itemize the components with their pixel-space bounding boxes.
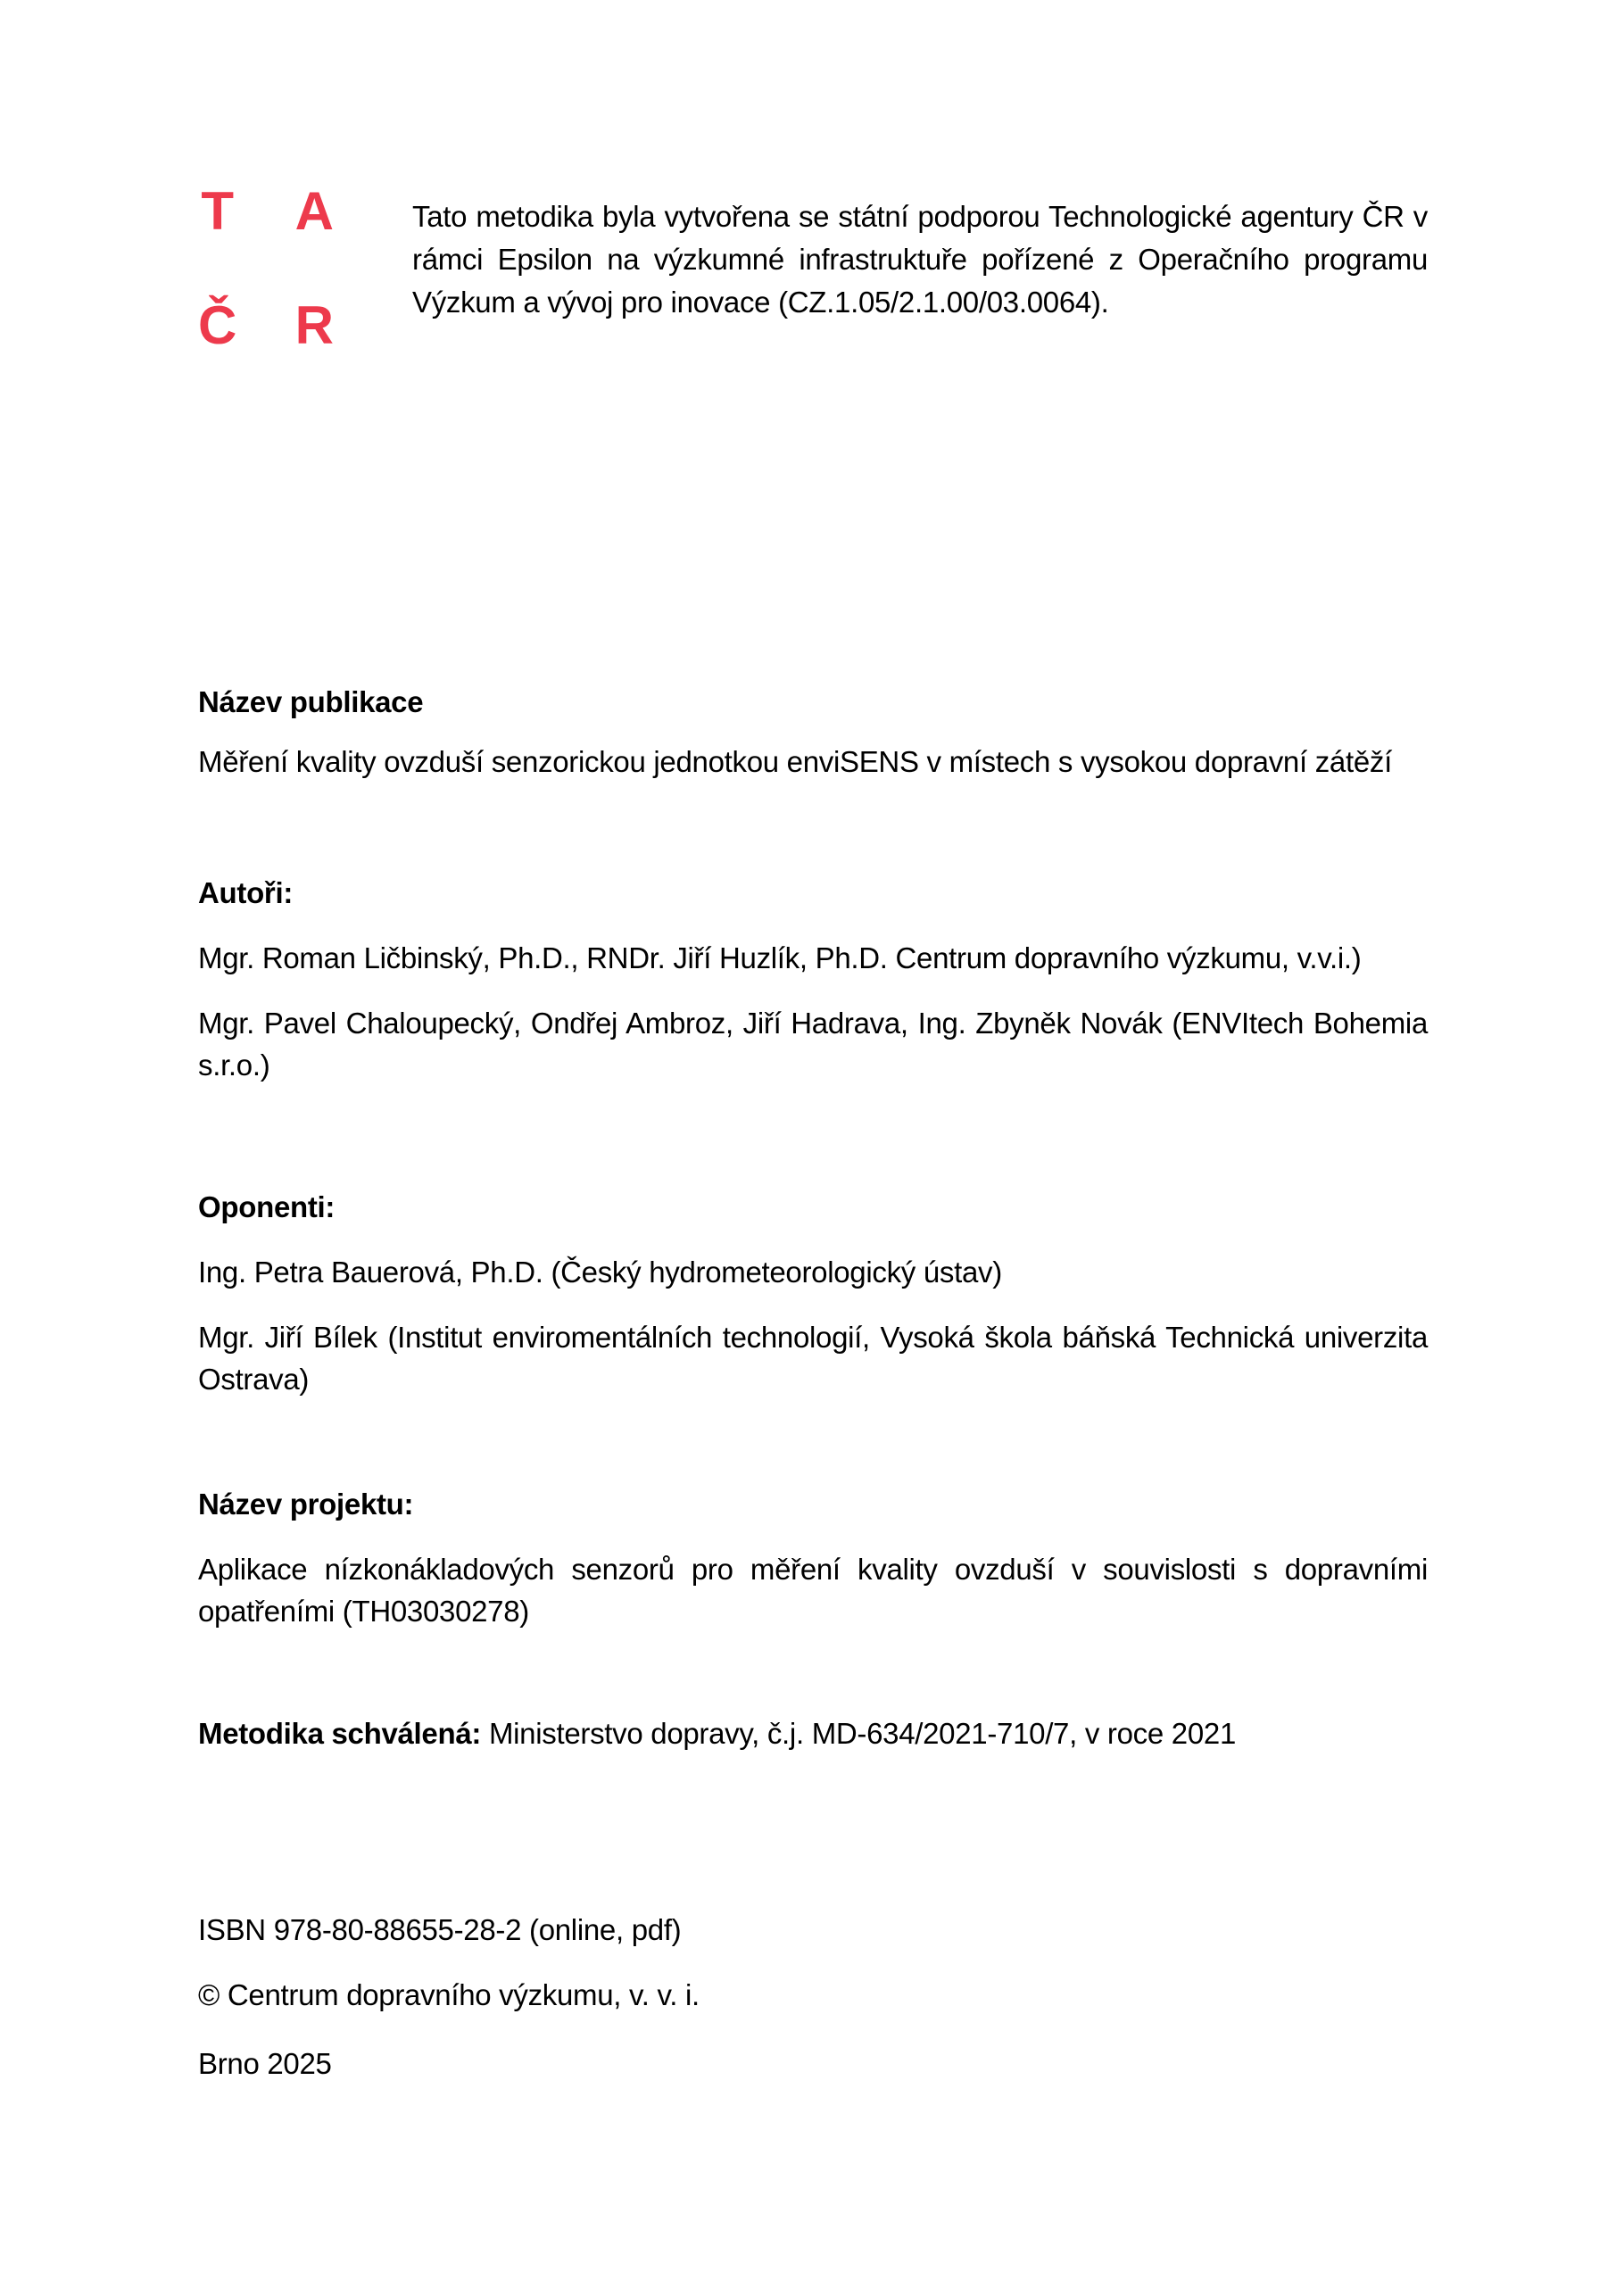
authors-line-1: Mgr. Roman Ličbinský, Ph.D., RNDr. Jiří Huzlík, Ph.D. Centrum dopravního výzkumu, v.v.i.) <box>198 941 1362 974</box>
project-name-text: Aplikace nízkonákladových senzorů pro měření kvality ovzduší v souvislosti s dopravními opatřeními (TH03030278) <box>198 1553 1428 1628</box>
publication-name-heading: Název publikace <box>198 685 424 718</box>
project-name-heading: Název projektu: <box>198 1488 414 1521</box>
opponents-heading: Oponenti: <box>198 1190 336 1223</box>
tacr-logo-right-column <box>294 181 334 355</box>
copyright-line: © Centrum dopravního výzkumu, v. v. i. <box>198 1978 700 2011</box>
publication-title: Měření kvality ovzduší senzorickou jednotkou enviSENS v místech s vysokou dopravní zátěží <box>198 745 1392 778</box>
tacr-logo-letter-c: Č <box>198 295 237 355</box>
funding-note-text: Tato metodika byla vytvořena se státní podporou Technologické agentury ČR v rámci Epsilon na výzkumné infrastruktuře pořízené z Operačního programu Výzkum a vývoj pro inovace (CZ.1.05/2.1.00/03.0064). <box>412 200 1428 319</box>
approval-line <box>198 1712 1428 1754</box>
funding-header <box>198 181 1428 355</box>
tacr-logo <box>198 181 334 355</box>
authors-heading: Autoři: <box>198 876 294 909</box>
place-year-line: Brno 2025 <box>198 2047 332 2080</box>
authors-line-2: Mgr. Pavel Chaloupecký, Ondřej Ambroz, Jiří Hadrava, Ing. Zbyněk Novák (ENVItech Bohemia s.r.o.) <box>198 1007 1428 1082</box>
tacr-logo-letter-t: T <box>201 181 234 241</box>
opponents-line-2: Mgr. Jiří Bílek (Institut enviromentálních technologií, Vysoká škola báňská Technická univerzita Ostrava) <box>198 1321 1428 1396</box>
opponents-line-1: Ing. Petra Bauerová, Ph.D. (Český hydrometeorologický ústav) <box>198 1256 1002 1289</box>
isbn-line: ISBN 978-80-88655-28-2 (online, pdf) <box>198 1913 682 1946</box>
tacr-logo-letter-a: A <box>294 181 334 241</box>
approval-label: Metodika schválená: <box>198 1717 482 1750</box>
approval-text: Ministerstvo dopravy, č.j. MD-634/2021-710/7, v roce 2021 <box>481 1717 1236 1750</box>
tacr-logo-letter-r: R <box>294 295 334 355</box>
tacr-logo-left-column <box>198 181 237 355</box>
